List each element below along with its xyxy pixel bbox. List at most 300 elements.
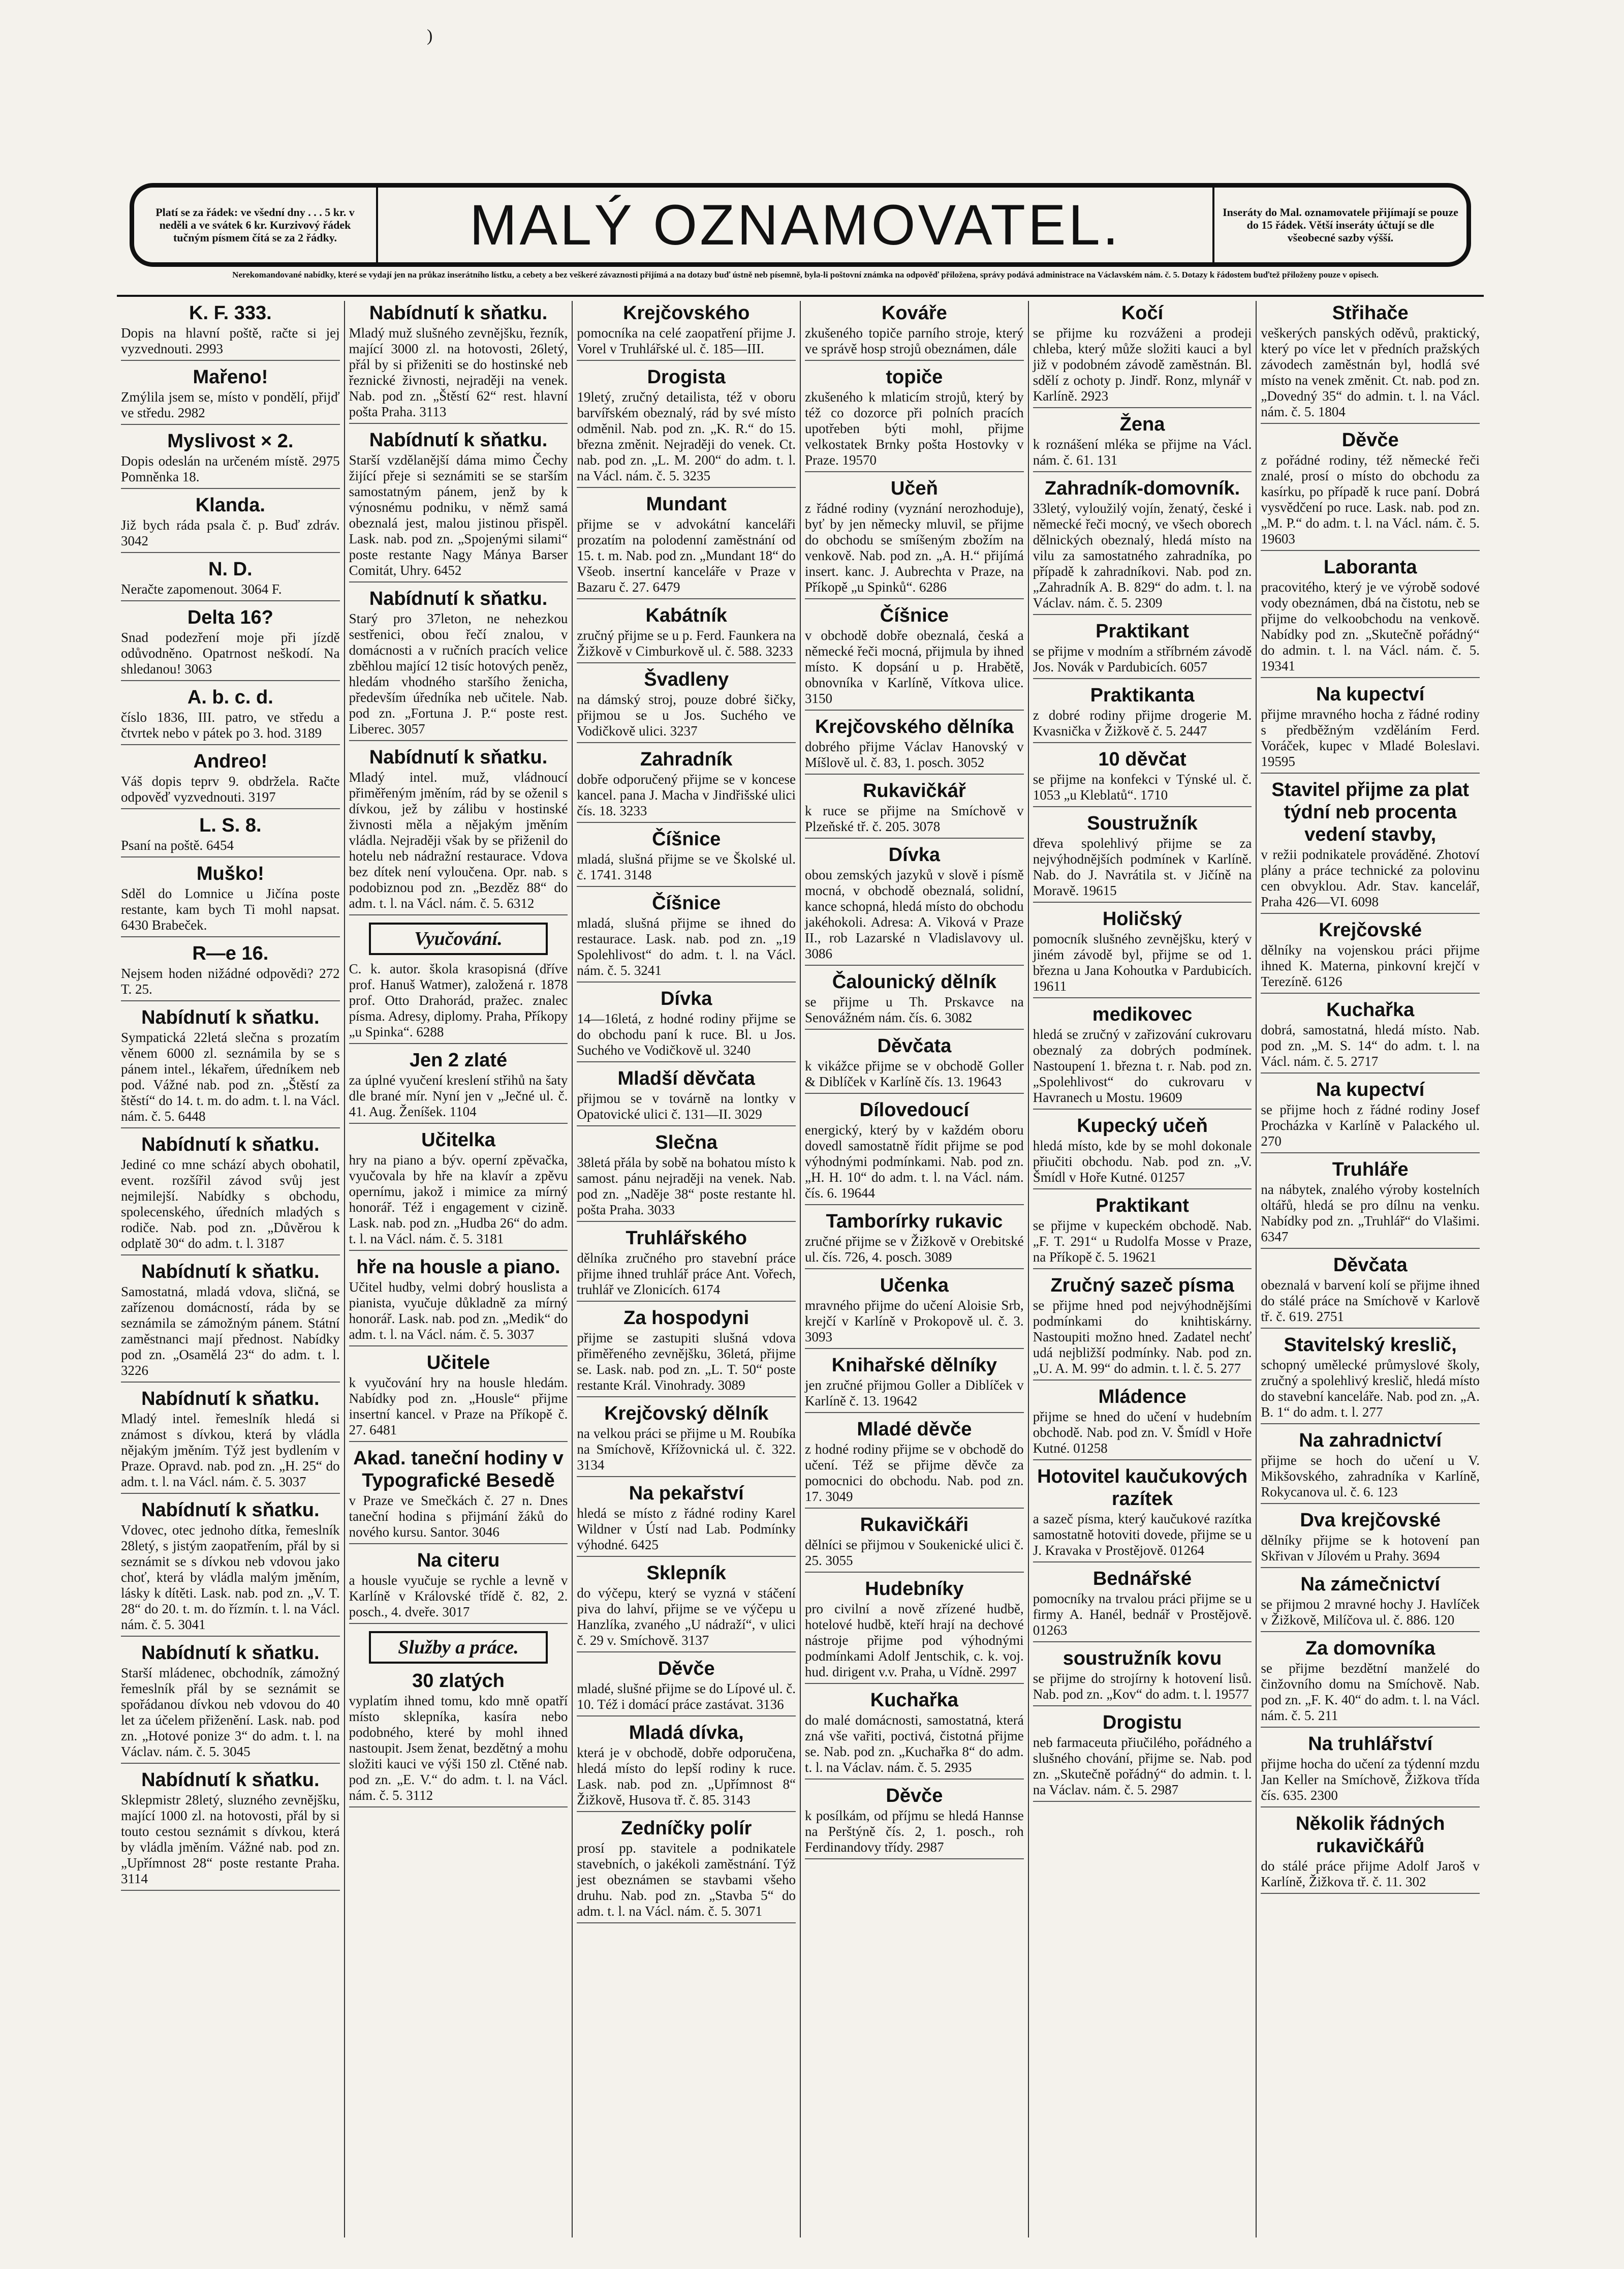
classified-ad	[805, 1514, 1024, 1573]
ad-text: Dopis na hlavní poště, račte si jej vyzvednouti. 2993	[121, 325, 340, 361]
ad-text: obeznalá v barvení kolí se přijme ihned do stálé práce na Smíchově v Karlově tř. č. 619. 2751	[1261, 1277, 1480, 1329]
classified-ad	[349, 302, 568, 424]
ad-heading: soustružník kovu	[1063, 1648, 1222, 1669]
masthead-rules-box: Inseráty do Mal. oznamovatele přijímají se pouze do 15 řádek. Větší inseráty účtují se dle všeobecné sazby výšší.	[1212, 188, 1466, 262]
publisher-notice: Nerekomandované nabídky, které se vydají jen na průkaz inserátního lístku, a cebety a bez veškeré závaznosti přijímá a na dotazy buď ústně neb písemně, byla-li poštovní známka na odpověď přiložena, správy podává administrace na Václavském nám. č. 5. Dotazy k řádostem buďtež přiloženy pouze v opisech.	[232, 270, 1379, 280]
classified-ad	[121, 494, 340, 553]
ad-text: v Praze ve Smečkách č. 27 n. Dnes taneční hodina s přijmání žáků do nového kursu. Santor. 3046	[349, 1493, 568, 1544]
ad-heading: Nabídnutí k sňatku.	[369, 430, 548, 451]
classified-ad	[805, 1785, 1024, 1859]
ad-columns	[117, 301, 1484, 2237]
ad-heading: Děvče	[1341, 430, 1399, 451]
ad-text: k vyučování hry na housle hledám. Nabídky pod zn. „Housle“ přijme insertní kancel. v Praze na Příkopě č. 27. 6481	[349, 1375, 568, 1442]
ad-text: Sděl do Lomnice u Jičína poste restante, kam bych Ti mohl napsat. 6430 Brabeček.	[121, 886, 340, 937]
ad-text: zručné přijme se v Žižkově v Orebitské ul. čís. 726, 4. posch. 3089	[805, 1234, 1024, 1269]
corner-mark: )	[427, 26, 433, 45]
ad-text: se přijme na konfekci v Týnské ul. č. 1053 „u Kleblatů“. 1710	[1033, 772, 1252, 807]
classified-ad	[577, 1227, 796, 1302]
ad-column	[345, 301, 573, 2237]
ad-heading: Mládence	[1098, 1386, 1186, 1407]
ad-heading: Sklepník	[646, 1562, 726, 1584]
classified-ad	[121, 750, 340, 809]
ad-heading: Rukavičkáři	[860, 1514, 969, 1536]
classified-ad	[805, 1274, 1024, 1349]
classified-ad	[1261, 302, 1480, 424]
ad-heading: L. S. 8.	[199, 815, 262, 836]
ad-heading: Akad. taneční hodiny v Typografické Besedě	[353, 1448, 564, 1491]
classified-ad	[577, 1562, 796, 1652]
ad-heading: Čalounický dělník	[832, 971, 996, 993]
ad-text: se přijme v modním a stříbrném závodě Jos. Novák v Pardubicích. 6057	[1033, 643, 1252, 679]
ad-heading: Děvčata	[1333, 1254, 1408, 1276]
ad-heading: Děvče	[886, 1785, 943, 1806]
classified-ad	[1033, 1465, 1252, 1562]
ad-heading: Nabídnutí k sňatku.	[369, 747, 548, 768]
ad-heading: Mladší děvčata	[617, 1068, 755, 1089]
ad-column	[117, 301, 345, 2237]
ad-heading: Tamborírky rukavic	[826, 1211, 1003, 1232]
ad-text: hledá se zručný v zařizování cukrovaru obeznalý za dobrých podmínek. Nastoupení 1. března t. r. Nab. pod zn. „Spolehlivost“ do cukrovaru v Havranech u Mostu. 19609	[1033, 1027, 1252, 1110]
classified-ad	[121, 302, 340, 361]
classified-ad	[121, 1642, 340, 1764]
classified-ad	[577, 1131, 796, 1222]
ad-heading: Na pekařství	[629, 1483, 744, 1504]
ad-text: Starý pro 37leton, ne nehezkou sestřenici, obou řečí znalou, v domácnosti a v ručních pracích velice zběhlou mající 12 tisíc hotových peněz, hledám vhodného staršího ženicha, především úředníka neb učitele. Nab. pod zn. „Fortuna J. P.“ poste rest. Liberec. 3057	[349, 611, 568, 741]
ad-heading: Nabídnutí k sňatku.	[369, 588, 548, 609]
ad-text: Jediné co mne schází abych obohatil, event. rozšířil závod svůj jest nejmilejší. Nabídky s obchodu, spolecenského, úředních mladých s rodiče. Nab. pod zn. „Důvěrou k odplatě 30“ do adm. t. l. 3187	[121, 1157, 340, 1255]
ad-text: přijme mravného hocha z řádné rodiny s předběžným vzděláním Ferd. Voráček, kupec v Mladé Boleslavi. 19595	[1261, 707, 1480, 774]
classified-ad	[1261, 1254, 1480, 1329]
ad-heading: Kupecký učeň	[1077, 1115, 1208, 1137]
ad-text: jen zručné přijmou Goller a Diblíček v Karlíně č. 13. 19642	[805, 1377, 1024, 1413]
classified-ad	[577, 892, 796, 983]
ad-text: dělníci se přijmou v Soukenické ulici č. 25. 3055	[805, 1537, 1024, 1573]
classified-ad	[1033, 1711, 1252, 1802]
section-heading: Vyučování.	[369, 923, 548, 955]
classified-ad	[1033, 620, 1252, 679]
classified-ad	[1261, 1733, 1480, 1807]
ad-text: k posílkám, od příjmu se hledá Hannse na Perštýně čís. 2, 1. posch., roh Ferdinandovy třídy. 2987	[805, 1808, 1024, 1859]
ad-heading: Na zahradnictví	[1299, 1430, 1442, 1451]
ad-heading: Nabídnutí k sňatku.	[141, 1388, 320, 1409]
ad-heading: Nabídnutí k sňatku.	[141, 1007, 320, 1028]
classified-ad	[805, 844, 1024, 966]
classified-ad	[1033, 477, 1252, 615]
ad-text: k roznášení mléka se přijme na Václ. nám. č. 61. 131	[1033, 437, 1252, 472]
ad-text: přijme se hned do učení v hudebním obchodě. Nab. pod zn. V. Šmídl v Hoře Kutné. 01258	[1033, 1409, 1252, 1460]
classified-ad	[121, 606, 340, 681]
ad-heading: Dílovedoucí	[859, 1099, 970, 1121]
ad-text: přijme hocha do učení za týdenní mzdu Jan Keller na Smíchově, Žižkova třída čís. 635. 2300	[1261, 1756, 1480, 1807]
ad-text: mladá, slušná přijme se ve Školské ul. č. 1741. 3148	[577, 851, 796, 887]
ad-text: pro civilní a nově zřízené hudbě, hotelové hudbě, kteří hrají na dechové nástroje přijme pod výhodnými podmínkami Adolf Jentschik, c. k. voj. hud. dirigent v.v. Praha, u Vídně. 2997	[805, 1601, 1024, 1684]
ad-text: hry na piano a býv. operní zpěvačka, vyučovala by hře na klavír a zpěvu opernímu, jakož i mimice za mírný honorář. Též i engagement v cizině. Lask. nab. pod zn. „Hudba 26“ do adm. t. l. na Václ. nám. č. 5. 3181	[349, 1152, 568, 1251]
ad-text: za úplné vyučení kreslení střihů na šaty dle brané mír. Nyní jen v „Ječné ul. č. 41. Aug. Ženíšek. 1104	[349, 1072, 568, 1124]
classified-ad	[1033, 302, 1252, 408]
classified-ad	[1261, 999, 1480, 1074]
classified-ad	[121, 686, 340, 745]
ad-text: neb farmaceuta přiučilého, pořádného a slušného chování, přijme se. Nab. pod zn. „Skutečně pořádný“ do admin. t. l. na Václav. nám. č. 5. 2987	[1033, 1735, 1252, 1802]
ad-text: a housle vyučuje se rychle a levně v Karlíně v Královské třídě č. 82, 2. posch., 4. dveře. 3017	[349, 1573, 568, 1624]
ad-heading: N. D.	[208, 559, 253, 580]
classified-ad	[1033, 908, 1252, 998]
classified-ad	[121, 1388, 340, 1494]
classified-ad	[121, 1006, 340, 1128]
classified-ad	[577, 1402, 796, 1477]
ad-heading: Jen 2 zlaté	[409, 1050, 508, 1071]
ad-text: vyplatím ihned tomu, kdo mně opatří místo sklepníka, kasíra nebo podobného, které by mohl ihned nastoupit. Jsem ženat, bezdětný a mohu složiti kauci ve výši 150 zl. Ctěné nab. pod zn. „E. V.“ do adm. t. l. na Václ. nám. č. 5. 3112	[349, 1693, 568, 1807]
ad-text: se přijme hoch z řádné rodiny Josef Procházka v Karlíně v Palackého ul. 270	[1261, 1102, 1480, 1153]
classified-ad	[805, 302, 1024, 361]
ad-text: pomocníky na trvalou práci přijme se u firmy A. Hanél, bednář v Prostějově. 01263	[1033, 1591, 1252, 1642]
ad-text: pomocníka na celé zaopatření přijme J. Vorel v Truhlářské ul. č. 185—III.	[577, 325, 796, 361]
ad-text: dobrá, samostatná, hledá místo. Nab. pod zn. „M. S. 14“ do adm. t. l. na Václ. nám. č. 5. 2717	[1261, 1022, 1480, 1074]
ad-heading: Na citeru	[417, 1550, 500, 1571]
ad-heading: Dva krejčovské	[1300, 1510, 1441, 1531]
classified-ad	[805, 1689, 1024, 1780]
classified-ad	[349, 1549, 568, 1624]
classified-ad	[349, 1049, 568, 1124]
ad-heading: Na zámečnictví	[1300, 1574, 1440, 1595]
ad-heading: Mladá dívka,	[629, 1722, 744, 1743]
classified-ad	[805, 1099, 1024, 1205]
ad-heading: Krejčovské	[1319, 919, 1422, 941]
ad-heading: Zahradník-domovník.	[1044, 478, 1240, 499]
classified-ad	[349, 1670, 568, 1807]
classified-ad	[577, 493, 796, 599]
ad-text: dobře odporučený přijme se v koncese kancel. pana J. Macha v Jindřišské ulici čís. 18. 3233	[577, 772, 796, 823]
classified-ad	[121, 1499, 340, 1637]
classified-ad	[1261, 556, 1480, 678]
classified-ad	[1033, 748, 1252, 807]
ad-heading: Stavitel přijme za plat týdní neb procenta vedení stavby,	[1271, 779, 1469, 845]
ad-heading: Knihařské dělníky	[831, 1355, 997, 1376]
ad-heading: Delta 16?	[187, 607, 273, 628]
classified-ad	[121, 863, 340, 937]
ad-text: se přijme bezdětní manželé do činžovního domu na Smíchově. Nab. pod zn. „F. K. 40“ do adm. t. l. na Václ. nám. č. 5. 211	[1261, 1661, 1480, 1728]
ad-text: dobrého přijme Václav Hanovský v Míšlově ul. č. 83, 1. posch. 3052	[805, 739, 1024, 775]
ad-column	[801, 301, 1029, 2237]
classified-ad	[1033, 684, 1252, 743]
ad-heading: Učitelka	[421, 1129, 495, 1151]
ad-heading: Na truhlářství	[1308, 1733, 1433, 1755]
ad-text: a sazeč písma, který kaučukové razítka samostatně hotoviti dovede, přijme se u J. Kravaka v Prostějově. 01264	[1033, 1511, 1252, 1562]
ad-text: 38letá přála by sobě na bohatou místo k samost. pánu nejraději na venek. Nab. pod zn. „Naděje 38“ poste restante hl. pošta Praha. 3033	[577, 1155, 796, 1222]
ad-heading: R—e 16.	[192, 943, 269, 964]
ad-heading: Truhláře	[1332, 1159, 1409, 1180]
ad-heading: Drogista	[647, 366, 726, 388]
classified-ad	[577, 366, 796, 488]
classified-ad	[1261, 1158, 1480, 1249]
ad-heading: Myslivost × 2.	[167, 431, 294, 452]
ad-heading: Kočí	[1121, 302, 1164, 324]
ad-text: schopný umělecké průmyslové školy, zručný a spolehlivý kreslič, hledá místo do stavební kanceláře. Nab. pod zn. „A. B. 1“ do adm. t. l. 277	[1261, 1357, 1480, 1424]
ad-heading: Mladé děvče	[857, 1419, 972, 1440]
classified-ad	[121, 558, 340, 601]
classified-ad	[1261, 1509, 1480, 1568]
ad-text: k vikážce přijme se v obchodě Goller & Diblíček v Karlíně čís. 13. 19643	[805, 1058, 1024, 1094]
ad-heading: Nabídnutí k sňatku.	[141, 1642, 320, 1664]
ad-heading: Kováře	[881, 302, 947, 324]
ad-text: Mladý muž slušného zevnějšku, řezník, mající 3000 zl. na hotovosti, 26letý, přál by si přiženiti se do hostinské neb řeznické živnosti, nejraději na venek. Nab. pod zn. „Štěstí 62“ rest. hlavní pošta Praha. 3113	[349, 325, 568, 424]
ad-heading: Slečna	[655, 1132, 717, 1153]
masthead-price-box: Platí se za řádek: ve všední dny . . . 5 kr. v neděli a ve svátek 6 kr. Kurzivový řádek tučným písmem čítá se za 2 řádky.	[134, 188, 378, 262]
ad-text: zručný přijme se u p. Ferd. Faunkera na Žižkově v Cimburkově ul. č. 588. 3233	[577, 628, 796, 663]
ad-text: do stálé práce přijme Adolf Jaroš v Karlíně, Žižkova tř. č. 11. 302	[1261, 1858, 1480, 1894]
ad-heading: Soustružník	[1087, 813, 1198, 834]
ad-heading: Zedníčky polír	[620, 1818, 752, 1839]
ad-text: v obchodě dobře obeznalá, česká a německé řeči mocná, přijmula by ihned místo. K dopsání u p. Hrabětě, obnovníka v Karlíně, Vítkova ulice. 3150	[805, 628, 1024, 711]
classified-ad	[577, 1307, 796, 1397]
classified-ad	[577, 748, 796, 823]
ad-heading: Mařeno!	[193, 366, 268, 388]
classified-ad	[1261, 779, 1480, 914]
ad-text: do malé domácnosti, samostatná, která zná vše vařiti, poctivá, čistotná přijme se. Nab. pod zn. „Kuchařka 8“ do adm. t. l. na Václav. nám. č. 5. 2935	[805, 1712, 1024, 1780]
ad-text: Již bych ráda psala č. p. Buď zdráv. 3042	[121, 517, 340, 553]
ad-heading: Číšnice	[652, 829, 721, 850]
ad-text: do výčepu, který se vyzná v stáčení piva do lahví, přijme se ve výčepu u Hanzlíka, zvaného „U nádraží“, v ulici č. 29 v. Smíchově. 3137	[577, 1585, 796, 1652]
ad-heading: Mundant	[646, 494, 727, 515]
classified-ad	[349, 588, 568, 741]
ad-heading: Učenka	[880, 1275, 949, 1296]
classified-ad	[1261, 1813, 1480, 1894]
ad-text: Mladý intel. muž, vládnoucí přiměřeným jměním, rád by se oženil s dívkou, jež by zálibu v hostinské živnosti měla a nějakým jměním vládla. Nejraději však by se přiženil do hotelu neb nádražní restaurace. Vdova bez dítek není vyloučena. Opr. nab. s podobiznou pod zn. „Bezděz 88“ do adm. t. l. na Václ. nám. č. 5. 6312	[349, 770, 568, 915]
classified-ad	[349, 1352, 568, 1442]
ad-heading: Číšnice	[880, 605, 949, 626]
ad-text: energický, který by v každém oboru dovedl samostatně řídit přijme se pod výhodnými podmínkami. Nab. pod zn. „H. H. 10“ do adm. t. l. na Václ. nám. čís. 6. 19644	[805, 1122, 1024, 1205]
ad-text: z dobré rodiny přijme drogerie M. Kvasnička v Žižkově č. 5. 2447	[1033, 708, 1252, 743]
classified-ad	[1261, 1079, 1480, 1153]
ad-text: hledá místo, kde by se mohl dokonale přiučiti obchodu. Nab. pod zn. „V. Šmídl v Hoře Kutné. 01257	[1033, 1138, 1252, 1189]
classified-ad	[1033, 1194, 1252, 1269]
ad-heading: Za hospodyni	[623, 1307, 749, 1329]
ad-heading: Několik řádných rukavičkářů	[1295, 1813, 1445, 1857]
classified-ad	[349, 961, 568, 1044]
classified-ad	[577, 988, 796, 1062]
ad-text: z hodné rodiny přijme se v obchodě do učení. Též se přijme děvče za pomocnici do obchodu. Nab. pod zn. 17. 3049	[805, 1442, 1024, 1509]
classified-ad	[805, 1210, 1024, 1269]
ad-heading: Kuchařka	[870, 1690, 958, 1711]
ad-column	[573, 301, 801, 2237]
ad-heading: Laboranta	[1323, 557, 1417, 578]
ad-column	[1257, 301, 1484, 2237]
ad-heading: Krejčovského dělníka	[815, 716, 1014, 738]
classified-ad	[577, 668, 796, 743]
classified-ad	[1261, 683, 1480, 774]
ad-heading: Švadleny	[644, 669, 729, 690]
ad-heading: Muško!	[196, 863, 264, 884]
ad-text: z řádné rodiny (vyznání nerozhoduje), byť by jen německy mluvil, se přijme do obchodu se smíšeným zbožím na venkově. Nab. pod zn. „A. H.“ přijímá insert. kanc. J. Aubrechta v Praze, na Příkopě „u Spinků“. 6286	[805, 501, 1024, 599]
classified-ad	[577, 1817, 796, 1923]
ad-text: Starší vzdělanější dáma mimo Čechy žijící přeje si seznámiti se se starším samostatným pánem, jenž by k výnosnému podniku, v němž samá obeznalá jest, malou jistinou přispěl. Lask. nab. pod zn. „Spojenými silami“ poste restante Nagy Mánya Barser Comitát, Uhry. 6452	[349, 452, 568, 582]
ad-text: Vdovec, otec jednoho dítka, řemeslník 28letý, s jistým zaopatřením, přál by si seznámit se s dívkou neb vdovou jako choť, která by vládla malým jměním, lásky k dítěti. Lask. nab. pod zn. „V. T. 28“ do 20. t. m. do řízmín. t. l. na Václ. nám. č. 5. 3041	[121, 1522, 340, 1637]
ad-text: Samostatná, mladá vdova, sličná, se zařízenou domácností, ráda by se seznámila se zámožným pánem. Státní zaměstnanci mají přednost. Nabídky pod zn. „Osamělá 23“ do adm. t. l. 3226	[121, 1284, 340, 1383]
classified-ad	[805, 1035, 1024, 1094]
classified-ad	[577, 1482, 796, 1557]
ad-heading: Truhlářského	[626, 1228, 747, 1249]
ad-heading: Žena	[1119, 414, 1165, 435]
classified-ad	[805, 477, 1024, 599]
classified-ad	[349, 1129, 568, 1251]
classified-ad	[577, 1067, 796, 1126]
header-rule	[117, 295, 1484, 297]
ad-text: pracovitého, který je ve výrobě sodové vody obeznámen, dbá na čistotu, neb se přijme do velkoobchodu na venkově. Nabídky pod zn. „Skutečně pořádný“ do admin. t. l. na Václ. nám. č. 5. 19341	[1261, 579, 1480, 678]
ad-text: prosí pp. stavitele a podnikatele stavebních, o jakékoli zaměstnání. Týž jest obeznámen se stavbami všeho druhu. Nab. pod zn. „Stavba 5“ do adm. t. l. na Václ. nám. č. 5. 3071	[577, 1841, 796, 1923]
ad-heading: 30 zlatých	[412, 1670, 505, 1692]
ad-heading: Stavitelský kreslič,	[1284, 1334, 1457, 1356]
ad-text: Starší mládenec, obchodník, zámožný řemeslník přál by se seznámit se spořádanou dívkou neb vdovou do 40 let za účelem přiženění. Lask. nab. pod zn. „Hotové ponize 3“ do adm. t. l. na Václav. nám. č. 5. 3045	[121, 1665, 340, 1764]
ad-heading: 10 děvčat	[1098, 749, 1186, 770]
classified-ad	[1033, 1647, 1252, 1706]
ad-heading: Nabídnutí k sňatku.	[141, 1769, 320, 1791]
classified-ad	[1261, 1573, 1480, 1632]
ad-heading: Učitele	[426, 1352, 490, 1373]
ad-heading: Číšnice	[652, 893, 721, 914]
ad-heading: A. b. c. d.	[187, 687, 273, 708]
classified-ad	[1033, 812, 1252, 903]
ad-text: Zmýlila jsem se, místo v pondělí, přijď ve středu. 2982	[121, 389, 340, 425]
ad-text: přijmou se v továrně na lontky v Opatovické ulici č. 131—II. 3029	[577, 1091, 796, 1126]
classified-ad	[349, 1447, 568, 1544]
classified-ad	[349, 746, 568, 915]
classified-ad	[805, 1354, 1024, 1413]
ad-heading: Praktikanta	[1090, 685, 1195, 706]
ad-text: Psaní na poště. 6454	[121, 838, 340, 857]
ad-text: k ruce se přijme na Smíchově v Plzeňské tř. č. 205. 3078	[805, 803, 1024, 839]
classified-ad	[121, 814, 340, 857]
ad-text: na dámský stroj, pouze dobré šičky, přijmou se u Jos. Suchého ve Vodičkově ulici. 3237	[577, 692, 796, 743]
ad-heading: Klanda.	[195, 495, 265, 516]
ad-heading: Učeň	[890, 478, 938, 499]
classified-ad	[577, 604, 796, 663]
ad-text: zkušeného k mlaticím strojů, který by též co dozorce při polních pracích upotřeben býti mohl, přijme velkostatek Brnky pošta Hostovky v Praze. 19570	[805, 389, 1024, 472]
ad-heading: Kuchařka	[1326, 999, 1415, 1021]
ad-text: mravného přijme do učení Aloisie Srb, krejčí v Karlíně v Prokopově ul. č. 3. 3093	[805, 1298, 1024, 1349]
ad-heading: Zahradník	[640, 749, 733, 770]
ad-heading: Nabídnutí k sňatku.	[369, 302, 548, 324]
ad-text: v režii podnikatele prováděné. Zhotoví plány a práce technické za polovinu cen obvyklou. Adr. Stav. kancelář, Praha 426—VI. 6098	[1261, 847, 1480, 914]
classified-ad	[805, 971, 1024, 1030]
ad-heading: Dívka	[660, 988, 712, 1009]
ad-heading: medikovec	[1092, 1004, 1193, 1025]
ad-text: Mladý intel. řemeslník hledá si známost s dívkou, která by vládla nějakým jměním. Týž jest bydlením v Praze. Opravd. nab. pod zn. „H. 25“ do adm. t. l. na Václ. nám. č. 5. 3037	[121, 1411, 340, 1494]
ad-text: Snad podezření moje při jízdě odůvodněno. Opatrnost neškodí. Na shledanou! 3063	[121, 630, 340, 681]
ad-text: která je v obchodě, dobře odporučena, hledá místo do lepší rodiny k ruce. Lask. nab. pod zn. „Upřímnost 8“ Žižkově, Husova tř. č. 85. 3143	[577, 1745, 796, 1812]
classified-ad	[577, 1722, 796, 1812]
classified-ad	[121, 430, 340, 489]
ad-heading: Krejčovského	[623, 302, 750, 324]
ad-heading: Krejčovský dělník	[604, 1403, 769, 1424]
classified-ad	[1033, 1274, 1252, 1381]
ad-heading: Nabídnutí k sňatku.	[141, 1261, 320, 1282]
classified-ad	[121, 942, 340, 1001]
section-heading: Služby a práce.	[369, 1631, 548, 1664]
classified-ad	[805, 780, 1024, 839]
ad-text: se přijmou 2 mravné hochy J. Havlíček v Žižkově, Milíčova ul. č. 886. 120	[1261, 1597, 1480, 1632]
classified-ad	[121, 1133, 340, 1255]
classified-ad	[1261, 429, 1480, 551]
ad-text: se přijme ku rozváženi a prodeji chleba, který může složiti kauci a byl již v podobném závodě zaměstnán. Bl. sdělí z ochoty p. Jindř. Ronz, mlynář v Karlíně. 2923	[1033, 325, 1252, 408]
classified-ad	[805, 1418, 1024, 1509]
ad-text: dělníky přijme se k hotovení pan Skřivan v Jílovém u Prahy. 3694	[1261, 1532, 1480, 1568]
ad-text: Neračte zapomenout. 3064 F.	[121, 581, 340, 601]
ad-heading: hře na housle a piano.	[356, 1256, 560, 1278]
classified-ad	[1261, 919, 1480, 994]
ad-text: dělníka zručného pro stavební práce přijme ihned truhlář práce Ant. Vořech, truhlář ve Zlonicích. 6174	[577, 1250, 796, 1302]
ad-text: Nejsem hoden nižádné odpovědi? 272 T. 25.	[121, 966, 340, 1001]
ad-text: na velkou práci se přijme u M. Roubíka na Smíchově, Křížovnická ul. č. 322. 3134	[577, 1426, 796, 1477]
ad-heading: Na kupectví	[1316, 684, 1425, 705]
ad-text: se přijme hned pod nejvýhodnějšími podmínkami do knihtiskárny. Nastoupiti možno hned. Zadatel nechť udá nejbližší podmínky. Nab. pod zn. „U. A. M. 99“ do admin. t. l. č. 5. 277	[1033, 1298, 1252, 1381]
ad-text: 19letý, zručný detailista, též v oboru barvířském obeznalý, rád by své místo odměnil. Nab. pod zn. „K. R.“ do 15. března změnit. Nejraději do venek. Ct. nab. pod zn. „L. M. 200“ do adm. t. l. na Václ. nám. č. 5. 3235	[577, 389, 796, 488]
ad-text: přijme se zastupiti slušná vdova přiměřeného zevnějšku, 36letá, přijme se. Lask. nab. pod zn. „L. T. 50“ poste restante Král. Vinohrady. 3089	[577, 1330, 796, 1397]
ad-text: obou zemských jazyků v slově i písmě mocná, v obchodě obeznalá, solidní, kance schopná, hledá místo do obchodu jakéhokoli. Adresa: A. Viková v Praze II., rob Lazarské n Vladislavovy ul. 3086	[805, 867, 1024, 966]
ad-text: přijme se v advokátní kanceláři prozatím na polodenní zaměstnání od 15. t. m. Nab. pod zn. „Mundant 18“ do Všeob. insertní kanceláře v Praze v Bazaru č. 27. 6479	[577, 516, 796, 599]
ad-heading: Děvčata	[877, 1035, 952, 1057]
classified-ad	[805, 604, 1024, 711]
masthead-title: MALÝ OZNAMOVATEL.	[470, 193, 1121, 257]
ad-text: dřeva spolehlivý přijme se za nejvýhodnějších podmínek v Karlíně. Nab. do J. Navrátila st. v Jičíně na Moravě. 19615	[1033, 836, 1252, 903]
ad-heading: K. F. 333.	[189, 302, 272, 324]
classified-ad	[1033, 1003, 1252, 1110]
classified-ad	[121, 1261, 340, 1383]
ad-text: mladé, slušné přijme se do Lípové ul. č. 10. Též i domácí práce zastávat. 3136	[577, 1681, 796, 1716]
ad-heading: Dívka	[888, 844, 941, 866]
ad-heading: Andreo!	[193, 751, 268, 772]
classified-ad	[805, 1578, 1024, 1684]
classified-ad	[1033, 1386, 1252, 1460]
ad-text: na nábytek, znalého výroby kostelních oltářů, hledá se pro dílnu na venku. Nabídky pod zn. „Truhlář“ do Vlašimi. 6347	[1261, 1182, 1480, 1249]
classified-ad	[1261, 1637, 1480, 1728]
classified-ad	[1033, 413, 1252, 472]
ad-heading: Zručný sazeč písma	[1050, 1275, 1234, 1296]
ad-text: zkušeného topiče parního stroje, který ve správě hosp strojů obeznámen, dále	[805, 325, 1024, 361]
ad-text: dělníky na vojenskou práci přijme ihned K. Materna, pinkovní krejčí v Terezíně. 6126	[1261, 942, 1480, 994]
classified-ad	[121, 1769, 340, 1891]
ad-text: veškerých panských oděvů, praktický, který po více let v předních pražských závodech zaměstnán byl, hodlá své místo na venek změnit. Ct. nab. pod zn. „Dovedný 35“ do admin. t. l. na Václ. nám. č. 5. 1804	[1261, 325, 1480, 424]
classified-ad	[577, 828, 796, 887]
ad-text: pomocník slušného zevnějšku, který v jiném závodě byl, přijme se od 1. března u Jana Kohoutka v Pardubicích. 19611	[1033, 931, 1252, 998]
ad-heading: Praktikant	[1096, 621, 1189, 642]
ad-heading: Nabídnutí k sňatku.	[141, 1134, 320, 1155]
ad-heading: Hotovitel kaučukových razítek	[1037, 1466, 1247, 1510]
ad-text: se přijme do strojírny k hotovení lisů. Nab. pod zn. „Kov“ do adm. t. l. 19577	[1033, 1671, 1252, 1706]
ad-text: se přijme v kupeckém obchodě. Nab. „F. T. 291“ u Rudolfa Mosse v Praze, na Příkopě č. 5. 19621	[1033, 1218, 1252, 1269]
classified-ad	[805, 716, 1024, 775]
ad-text: 14—16letá, z hodné rodiny přijme se do obchodu paní k ruce. Bl. u Jos. Suchého ve Vodičkově ul. 3240	[577, 1011, 796, 1062]
classified-ad	[1261, 1334, 1480, 1424]
ad-text: mladá, slušná přijme se ihned do restaurace. Lask. nab. pod zn. „19 Spolehlivost“ do adm. t. l. na Václ. nám. č. 5. 3241	[577, 915, 796, 983]
ad-heading: Drogistu	[1102, 1712, 1182, 1733]
ad-heading: topiče	[886, 366, 943, 388]
ad-heading: Hudebníky	[865, 1578, 964, 1600]
classified-ad	[577, 1658, 796, 1716]
ad-text: se přijme u Th. Prskavce na Senovážném nám. čís. 6. 3082	[805, 994, 1024, 1030]
ad-text: číslo 1836, III. patro, ve středu a čtvrtek nebo v pátek po 3. hod. 3189	[121, 710, 340, 745]
classified-ad	[805, 366, 1024, 472]
ad-heading: Praktikant	[1096, 1195, 1189, 1216]
classified-ad	[577, 302, 796, 361]
masthead	[130, 183, 1471, 267]
classified-ad	[1033, 1568, 1252, 1642]
ad-heading: Nabídnutí k sňatku.	[141, 1499, 320, 1521]
classified-ad	[1033, 1115, 1252, 1189]
ad-text: hledá se místo z řádné rodiny Karel Wildner v Ústí nad Lab. Podmínky výhodné. 6425	[577, 1506, 796, 1557]
ad-text: přijme se hoch do učení u V. Mikšovského, zahradníka v Karlíně, Rokycanova ul. č. 6. 123	[1261, 1453, 1480, 1504]
ad-heading: Za domovníka	[1305, 1638, 1435, 1659]
ad-heading: Děvče	[658, 1658, 715, 1679]
classified-ad	[121, 366, 340, 425]
